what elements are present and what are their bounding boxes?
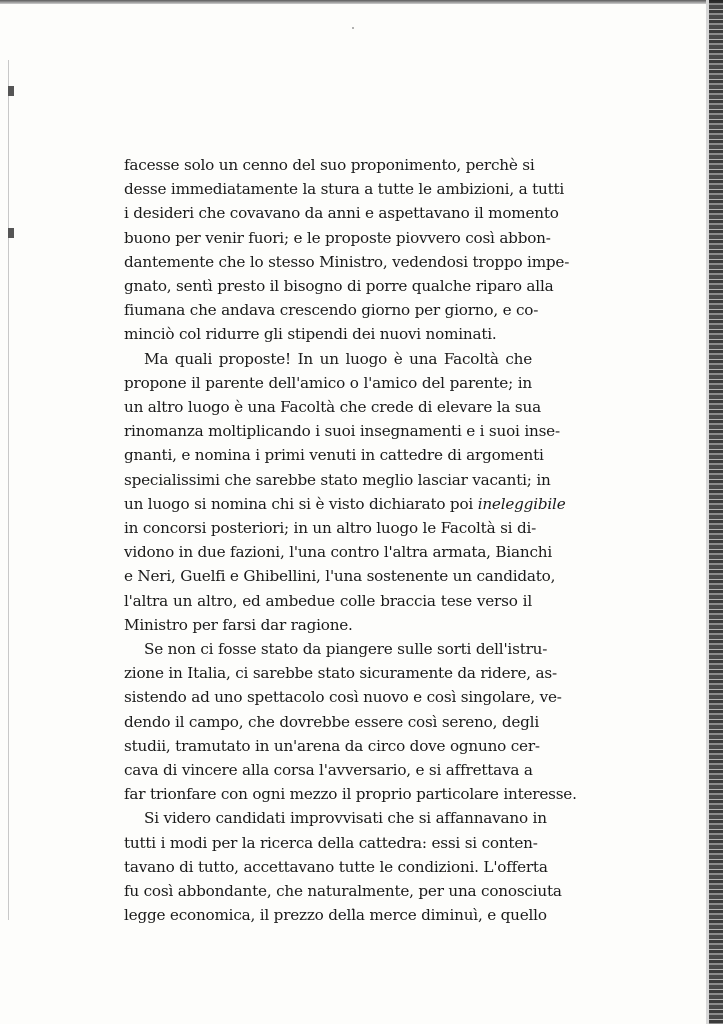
speck — [352, 27, 354, 29]
emphasized-word: ineleggibile — [477, 494, 566, 513]
text-line: desse immediatamente la stura a tutte le ambizioni, a tutti — [124, 180, 565, 199]
page-left-edge — [8, 60, 9, 920]
text-line: Ministro per farsi dar ragione. — [124, 615, 353, 634]
binding-mark — [8, 86, 14, 96]
binding-mark — [8, 228, 14, 238]
text-line: fiumana che andava crescendo giorno per giorno, e co- — [124, 301, 539, 320]
text-line: i desideri che covavano da anni e aspettavano il momento — [124, 204, 559, 223]
text-line: buono per venir fuori; e le proposte piovvero così abbon- — [124, 228, 551, 247]
text-line: far trionfare con ogni mezzo il proprio particolare interesse. — [124, 785, 577, 804]
page-top-edge — [0, 0, 723, 4]
text-line: Ma quali proposte! In un luogo è una Facoltà che — [144, 349, 532, 368]
text-line: studii, tramutato in un'arena da circo dove ognuno cer- — [124, 736, 540, 755]
text-line: dendo il campo, che dovrebbe essere così sereno, degli — [124, 712, 539, 731]
text-line: gnanti, e nomina i primi venuti in cattedre di argomenti — [124, 446, 544, 465]
page-right-edge — [709, 0, 723, 1024]
text-line: facesse solo un cenno del suo proponimento, perchè si — [124, 156, 535, 174]
text-line: Se non ci fosse stato da piangere sulle sorti dell'istru- — [144, 640, 548, 659]
text-line: rinomanza moltiplicando i suoi insegnamenti e i suoi inse- — [124, 422, 560, 441]
text-line: tutti i modi per la ricerca della cattedra: essi si conten- — [124, 833, 538, 852]
text-line: zione in Italia, ci sarebbe stato sicuramente da ridere, as- — [124, 664, 557, 683]
text-line: in concorsi posteriori; in un altro luogo le Facoltà si di- — [124, 519, 537, 538]
text-line: dantemente che lo stesso Ministro, vedendosi troppo impe- — [124, 252, 570, 271]
text-line: propone il parente dell'amico o l'amico del parente; in — [124, 373, 532, 392]
text-line: vidono in due fazioni, l'una contro l'altra armata, Bianchi — [124, 543, 553, 562]
text-line: sistendo ad uno spettacolo così nuovo e così singolare, ve- — [124, 688, 562, 707]
text-line: fu così abbondante, che naturalmente, per una conosciuta — [124, 882, 562, 901]
text-line: minciò col ridurre gli stipendi dei nuovi nominati. — [124, 325, 497, 344]
text-line: l'altra un altro, ed ambedue colle braccia tese verso il — [124, 591, 532, 610]
text-line: legge economica, il prezzo della merce diminuì, e quello — [124, 906, 547, 925]
text-line: un luogo si nomina chi si è visto dichiarato poi ineleggibile — [124, 494, 566, 513]
body-text — [124, 153, 577, 928]
text-line: Si videro candidati improvvisati che si affannavano in — [144, 809, 547, 828]
text-line: cava di vincere alla corsa l'avversario, e si affrettava a — [124, 761, 533, 780]
text-line: gnato, sentì presto il bisogno di porre qualche riparo alla — [124, 277, 554, 296]
text-line: specialissimi che sarebbe stato meglio lasciar vacanti; in — [124, 470, 551, 489]
text-line: e Neri, Guelfi e Ghibellini, l'una sostenente un candidato, — [124, 567, 556, 586]
text-line: tavano di tutto, accettavano tutte le condizioni. L'offerta — [124, 857, 548, 876]
text-line: un altro luogo è una Facoltà che crede di elevare la sua — [124, 398, 541, 417]
